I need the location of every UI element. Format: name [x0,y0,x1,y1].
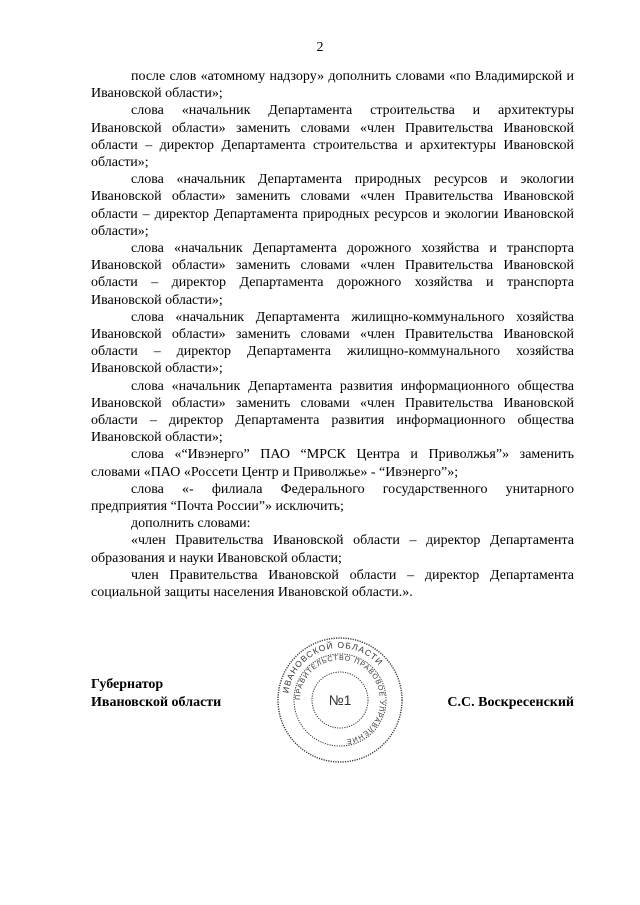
paragraph: слова «начальник Департамента строительства и архитектуры Ивановской области» заменить словами «член Правительства Ивановской области – директор Департамента строительства и архитектуры Ивановской области»; [91,103,574,171]
signatory-title-line2: Ивановской области [91,694,222,710]
paragraph: после слов «атомному надзору» дополнить словами «по Владимирской и Ивановской области»; [91,69,574,102]
paragraph: дополнить словами: [131,516,251,532]
paragraph: слова «“Ивэнерго” ПАО “МРСК Центра и Приволжья”» заменить словами «ПАО «Россети Центр и Приволжье» - “Ивэнерго”»; [91,447,574,480]
paragraph: член Правительства Ивановской области – директор Департамента социальной защиты населения Ивановской области.». [91,567,574,601]
signatory-title [91,676,221,711]
paragraph: слова «начальник Департамента природных ресурсов и экологии Ивановской области» заменить словами «член Правительства Ивановской области – директор Департамента природных ресурсов и экологии Ивановской области»; [91,172,574,239]
signatory-title-line1: Губернатор [91,677,164,692]
signatory-name: С.С. Воскресенский [447,695,574,710]
paragraph: слова «начальник Департамента жилищно-коммунального хозяйства Ивановской области» заменить словами «член Правительства Ивановской области – директор Департамента жилищно-коммунального хозяйства Ивановской области»; [91,309,574,377]
seal-outer-text: ИВАНОВСКОЙ ОБЛАСТИ [280,639,386,694]
paragraph: слова «начальник Департамента развития информационного общества Ивановской области» заменить словами «член Правительства Ивановской области – директор Департамента развития информационного общества Ивановской области»; [91,378,574,446]
document-body [91,68,574,601]
seal-number: №1 [328,692,352,708]
paragraph: слова «- филиала Федерального государственного унитарного предприятия “Почта России”» исключить; [91,481,574,515]
seal-inner-text: ПРАВИТЕЛЬСТВО ПРАВОВОЕ УПРАВЛЕНИЕ [294,654,386,745]
paragraph: слова «начальник Департамента дорожного хозяйства и транспорта Ивановской области» заменить словами «член Правительства Ивановской области – директор Департамента дорожного хозяйства и транспорта Ивановской области»; [91,241,574,308]
page-number: 2 [316,40,324,55]
paragraph: «член Правительства Ивановской области – директор Департамента образования и науки Ивановской области; [91,533,574,566]
official-seal [276,636,404,764]
